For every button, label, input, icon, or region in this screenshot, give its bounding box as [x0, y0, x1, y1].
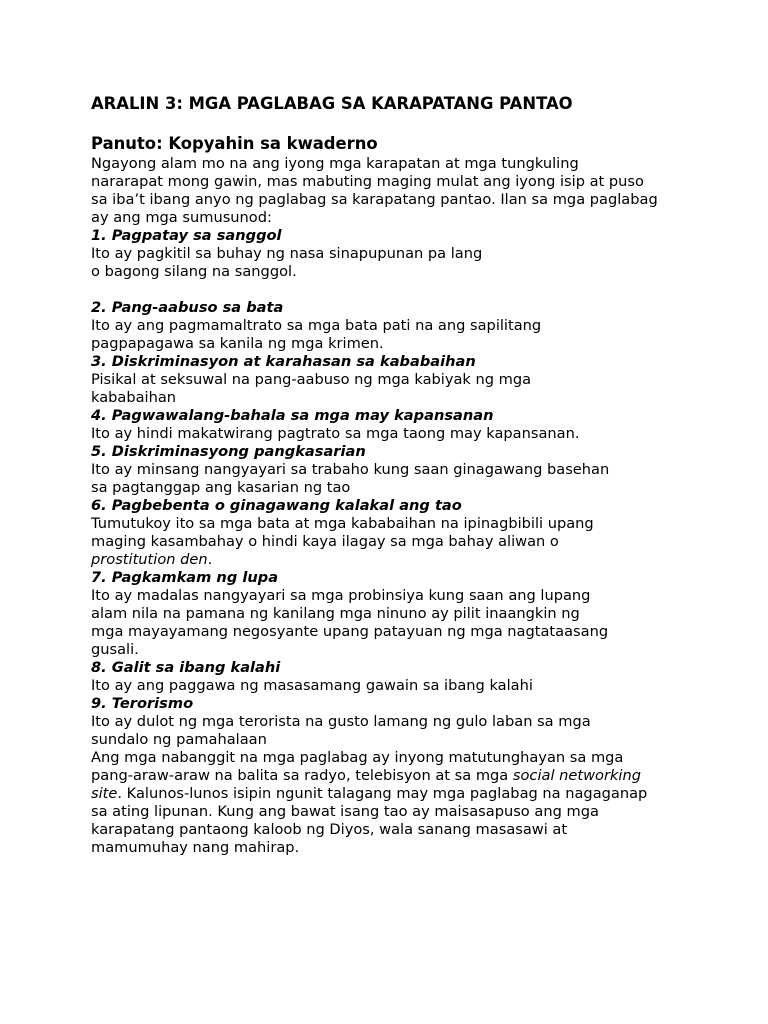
- document-title: ARALIN 3: MGA PAGLABAG SA KARAPATANG PANTAO: [91, 94, 573, 113]
- item-heading-6: 6. Pagbebenta o ginagawang kalakal ang tao: [91, 497, 462, 514]
- intro-line: Ngayong alam mo na ang iyong mga karapatan at mga tungkuling: [91, 155, 579, 172]
- item-body-5: [91, 461, 691, 497]
- closing-line: [91, 785, 691, 803]
- closing-italic: site: [91, 785, 118, 802]
- item-line: Ito ay madalas nangyayari sa mga probinsiya kung saan ang lupang: [91, 587, 591, 604]
- item-heading-5: 5. Diskriminasyong pangkasarian: [91, 443, 366, 460]
- italic-term: prostitution den: [91, 551, 208, 568]
- item-body-6: [91, 515, 691, 569]
- document-page: [91, 94, 691, 857]
- item-line: maging kasambahay o hindi kaya ilagay sa mga bahay aliwan o: [91, 533, 559, 550]
- item-body-8: [91, 677, 691, 695]
- item-heading-3: 3. Diskriminasyon at karahasan sa kababaihan: [91, 353, 476, 370]
- closing-line: Ang mga nabanggit na mga paglabag ay inyong matutunghayan sa mga: [91, 749, 624, 766]
- closing-line: karapatang pantaong kaloob ng Diyos, wala sanang masasawi at: [91, 821, 568, 838]
- item-heading-4: 4. Pagwawalang-bahala sa mga may kapansanan: [91, 407, 494, 424]
- item-line: alam nila na pamana ng kanilang mga ninuno ay pilit inaangkin ng: [91, 605, 580, 622]
- item-line: Ito ay dulot ng mga terorista na gusto lamang ng gulo laban sa mga: [91, 713, 591, 730]
- item-heading-1: 1. Pagpatay sa sanggol: [91, 227, 282, 244]
- item-body-2: [91, 317, 691, 353]
- item-line: Ito ay ang pagmamaltrato sa mga bata pati na ang sapilitang: [91, 317, 542, 334]
- item-line-italic-term: [91, 551, 691, 569]
- item-line: sundalo ng pamahalaan: [91, 731, 267, 748]
- item-line: Ito ay hindi makatwirang pagtrato sa mga taong may kapansanan.: [91, 425, 580, 442]
- blank-spacer: [91, 281, 691, 299]
- item-heading-7: 7. Pagkamkam ng lupa: [91, 569, 279, 586]
- item-body-3: [91, 371, 691, 407]
- intro-line: nararapat mong gawin, mas mabuting maging mulat ang iyong isip at puso: [91, 173, 644, 190]
- item-body-7: [91, 587, 691, 659]
- intro-paragraph: [91, 155, 691, 227]
- item-heading-2: 2. Pang-aabuso sa bata: [91, 299, 284, 316]
- closing-line: sa ating lipunan. Kung ang bawat isang tao ay maisasapuso ang mga: [91, 803, 599, 820]
- closing-paragraph: [91, 749, 691, 857]
- closing-text: pang-araw-araw na balita sa radyo, telebisyon at sa mga: [91, 767, 513, 784]
- closing-text: . Kalunos-lunos isipin ngunit talagang may mga paglabag na nagaganap: [117, 785, 648, 802]
- item-line: sa pagtanggap ang kasarian ng tao: [91, 479, 351, 496]
- item-body-1: [91, 245, 691, 281]
- item-line: Ito ay minsang nangyayari sa trabaho kung saan ginagawang basehan: [91, 461, 610, 478]
- item-line: mga mayayamang negosyante upang patayuan ng mga nagtataasang: [91, 623, 609, 640]
- item-body-9: [91, 713, 691, 749]
- item-heading-9: 9. Terorismo: [91, 695, 194, 712]
- term-suffix: .: [207, 551, 213, 568]
- item-body-4: [91, 425, 691, 443]
- item-line: gusali.: [91, 641, 139, 658]
- closing-line: [91, 767, 691, 785]
- item-line: kababaihan: [91, 389, 177, 406]
- item-line: Ito ay ang paggawa ng masasamang gawain sa ibang kalahi: [91, 677, 533, 694]
- item-heading-8: 8. Galit sa ibang kalahi: [91, 659, 281, 676]
- item-line: pagpapagawa sa kanila ng mga krimen.: [91, 335, 384, 352]
- item-line: Pisikal at seksuwal na pang-aabuso ng mga kabiyak ng mga: [91, 371, 532, 388]
- item-line: o bagong silang na sanggol.: [91, 263, 297, 280]
- item-line: Tumutukoy ito sa mga bata at mga kababaihan na ipinagbibili upang: [91, 515, 594, 532]
- item-line: Ito ay pagkitil sa buhay ng nasa sinapupunan pa lang: [91, 245, 483, 262]
- intro-line: sa iba’t ibang anyo ng paglabag sa karapatang pantao. Ilan sa mga paglabag: [91, 191, 658, 208]
- instructions-heading: Panuto: Kopyahin sa kwaderno: [91, 134, 378, 153]
- closing-line: mamumuhay nang mahirap.: [91, 839, 300, 856]
- intro-line: ay ang mga sumusunod:: [91, 209, 272, 226]
- closing-italic: social networking: [512, 767, 641, 784]
